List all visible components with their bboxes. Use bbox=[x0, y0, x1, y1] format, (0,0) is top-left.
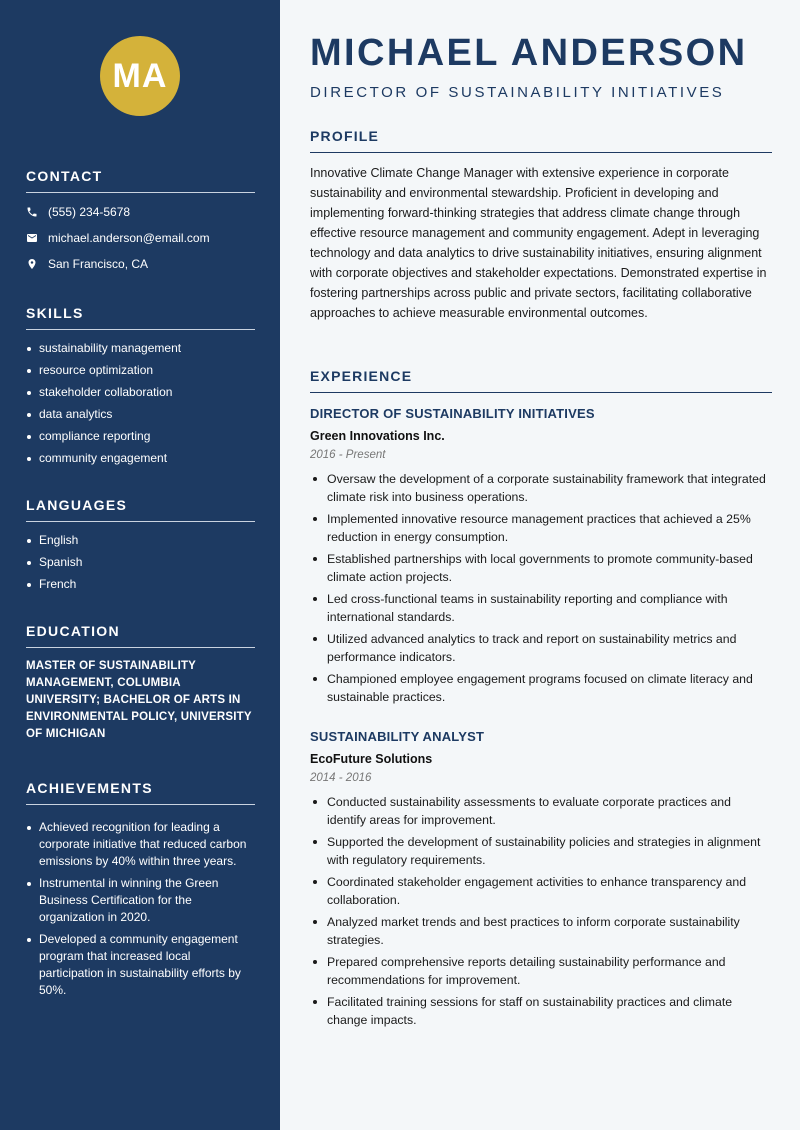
job-bullet: Coordinated stakeholder engagement activities to enhance transparency and collaboration. bbox=[310, 873, 772, 909]
achievements-heading: ACHIEVEMENTS bbox=[26, 780, 255, 805]
job-bullet: Led cross-functional teams in sustainability reporting and compliance with international standards. bbox=[310, 590, 772, 626]
skills-list bbox=[26, 340, 255, 467]
contact-location bbox=[26, 251, 255, 277]
achievement-item: Instrumental in winning the Green Business Certification for the organization in 2020. bbox=[26, 875, 255, 926]
job-company: Green Innovations Inc. bbox=[310, 429, 445, 443]
job-bullet: Oversaw the development of a corporate sustainability framework that integrated climate risk into business operations. bbox=[310, 470, 772, 506]
contact-email[interactable] bbox=[26, 225, 255, 251]
job-bullet: Facilitated training sessions for staff on sustainability practices and climate change impacts. bbox=[310, 993, 772, 1029]
job-title: DIRECTOR OF SUSTAINABILITY INITIATIVES bbox=[310, 406, 595, 421]
language-item: Spanish bbox=[26, 554, 255, 571]
achievements-section bbox=[26, 780, 255, 1004]
location-text: San Francisco, CA bbox=[48, 257, 149, 271]
language-item: French bbox=[26, 576, 255, 593]
education-text: MASTER OF SUSTAINABILITY MANAGEMENT, COLUMBIA UNIVERSITY; BACHELOR OF ARTS IN ENVIRONMENTAL POLICY, UNIVERSITY OF MICHIGAN bbox=[26, 660, 252, 740]
job-title: SUSTAINABILITY ANALYST bbox=[310, 729, 485, 744]
skill-item: community engagement bbox=[26, 450, 255, 467]
contact-heading: CONTACT bbox=[26, 168, 255, 193]
job-bullet: Utilized advanced analytics to track and report on sustainability metrics and performance indicators. bbox=[310, 630, 772, 666]
job-bullet: Implemented innovative resource management practices that achieved a 25% reduction in energy consumption. bbox=[310, 510, 772, 546]
profile-heading: PROFILE bbox=[310, 128, 772, 153]
job-bullet: Conducted sustainability assessments to evaluate corporate practices and identify areas for improvement. bbox=[310, 793, 772, 829]
phone-icon bbox=[26, 206, 38, 218]
job-bullet: Championed employee engagement programs focused on climate literacy and sustainable practices. bbox=[310, 670, 772, 706]
contact-phone[interactable] bbox=[26, 199, 255, 225]
job-bullet: Prepared comprehensive reports detailing sustainability performance and recommendations for improvement. bbox=[310, 953, 772, 989]
job-bullet: Supported the development of sustainability policies and strategies in alignment with regulatory requirements. bbox=[310, 833, 772, 869]
experience-heading: EXPERIENCE bbox=[310, 368, 772, 393]
job-bullet: Analyzed market trends and best practices to inform corporate sustainability strategies. bbox=[310, 913, 772, 949]
achievement-item: Developed a community engagement program that increased local participation in sustainability efforts by 50%. bbox=[26, 931, 255, 999]
languages-list bbox=[26, 532, 255, 593]
languages-section bbox=[26, 497, 255, 598]
languages-heading: LANGUAGES bbox=[26, 497, 255, 522]
avatar: MA bbox=[100, 36, 180, 116]
job-entry bbox=[310, 729, 772, 1033]
skills-heading: SKILLS bbox=[26, 305, 255, 330]
phone-text: (555) 234-5678 bbox=[48, 205, 131, 219]
skill-item: compliance reporting bbox=[26, 428, 255, 445]
location-pin-icon bbox=[26, 258, 38, 270]
education-section bbox=[26, 623, 255, 743]
job-company: EcoFuture Solutions bbox=[310, 752, 433, 766]
profile-text: Innovative Climate Change Manager with extensive experience in corporate sustainability and environmental stewardship. Proficient in developing and implementing forward-thinking strategies that address climate change through effective resource management and community engagement. Adept in leveraging technology and data analytics to drive sustainability initiatives, ensuring alignment with corporate objectives and stakeholder expectations. Demonstrated expertise in fostering partnerships across public and private sectors, facilitating collaborative approaches to achieve measurable environmental outcomes. bbox=[310, 166, 767, 320]
skill-item: sustainability management bbox=[26, 340, 255, 357]
candidate-name: MICHAEL ANDERSON bbox=[310, 32, 748, 74]
skill-item: stakeholder collaboration bbox=[26, 384, 255, 401]
job-entry bbox=[310, 406, 772, 710]
language-item: English bbox=[26, 532, 255, 549]
job-bullets bbox=[310, 793, 772, 1029]
email-icon bbox=[26, 232, 38, 244]
email-text: michael.anderson@email.com bbox=[48, 231, 210, 245]
sidebar bbox=[0, 0, 280, 1130]
job-dates: 2014 - 2016 bbox=[310, 772, 372, 784]
skill-item: data analytics bbox=[26, 406, 255, 423]
achievements-list bbox=[26, 819, 255, 999]
job-bullet: Established partnerships with local governments to promote community-based climate action projects. bbox=[310, 550, 772, 586]
job-dates: 2016 - Present bbox=[310, 449, 386, 461]
education-heading: EDUCATION bbox=[26, 623, 255, 648]
skills-section bbox=[26, 305, 255, 472]
achievement-item: Achieved recognition for leading a corporate initiative that reduced carbon emissions by 40% within three years. bbox=[26, 819, 255, 870]
contact-section bbox=[26, 168, 255, 277]
candidate-title: DIRECTOR OF SUSTAINABILITY INITIATIVES bbox=[310, 84, 725, 101]
job-bullets bbox=[310, 470, 772, 706]
skill-item: resource optimization bbox=[26, 362, 255, 379]
